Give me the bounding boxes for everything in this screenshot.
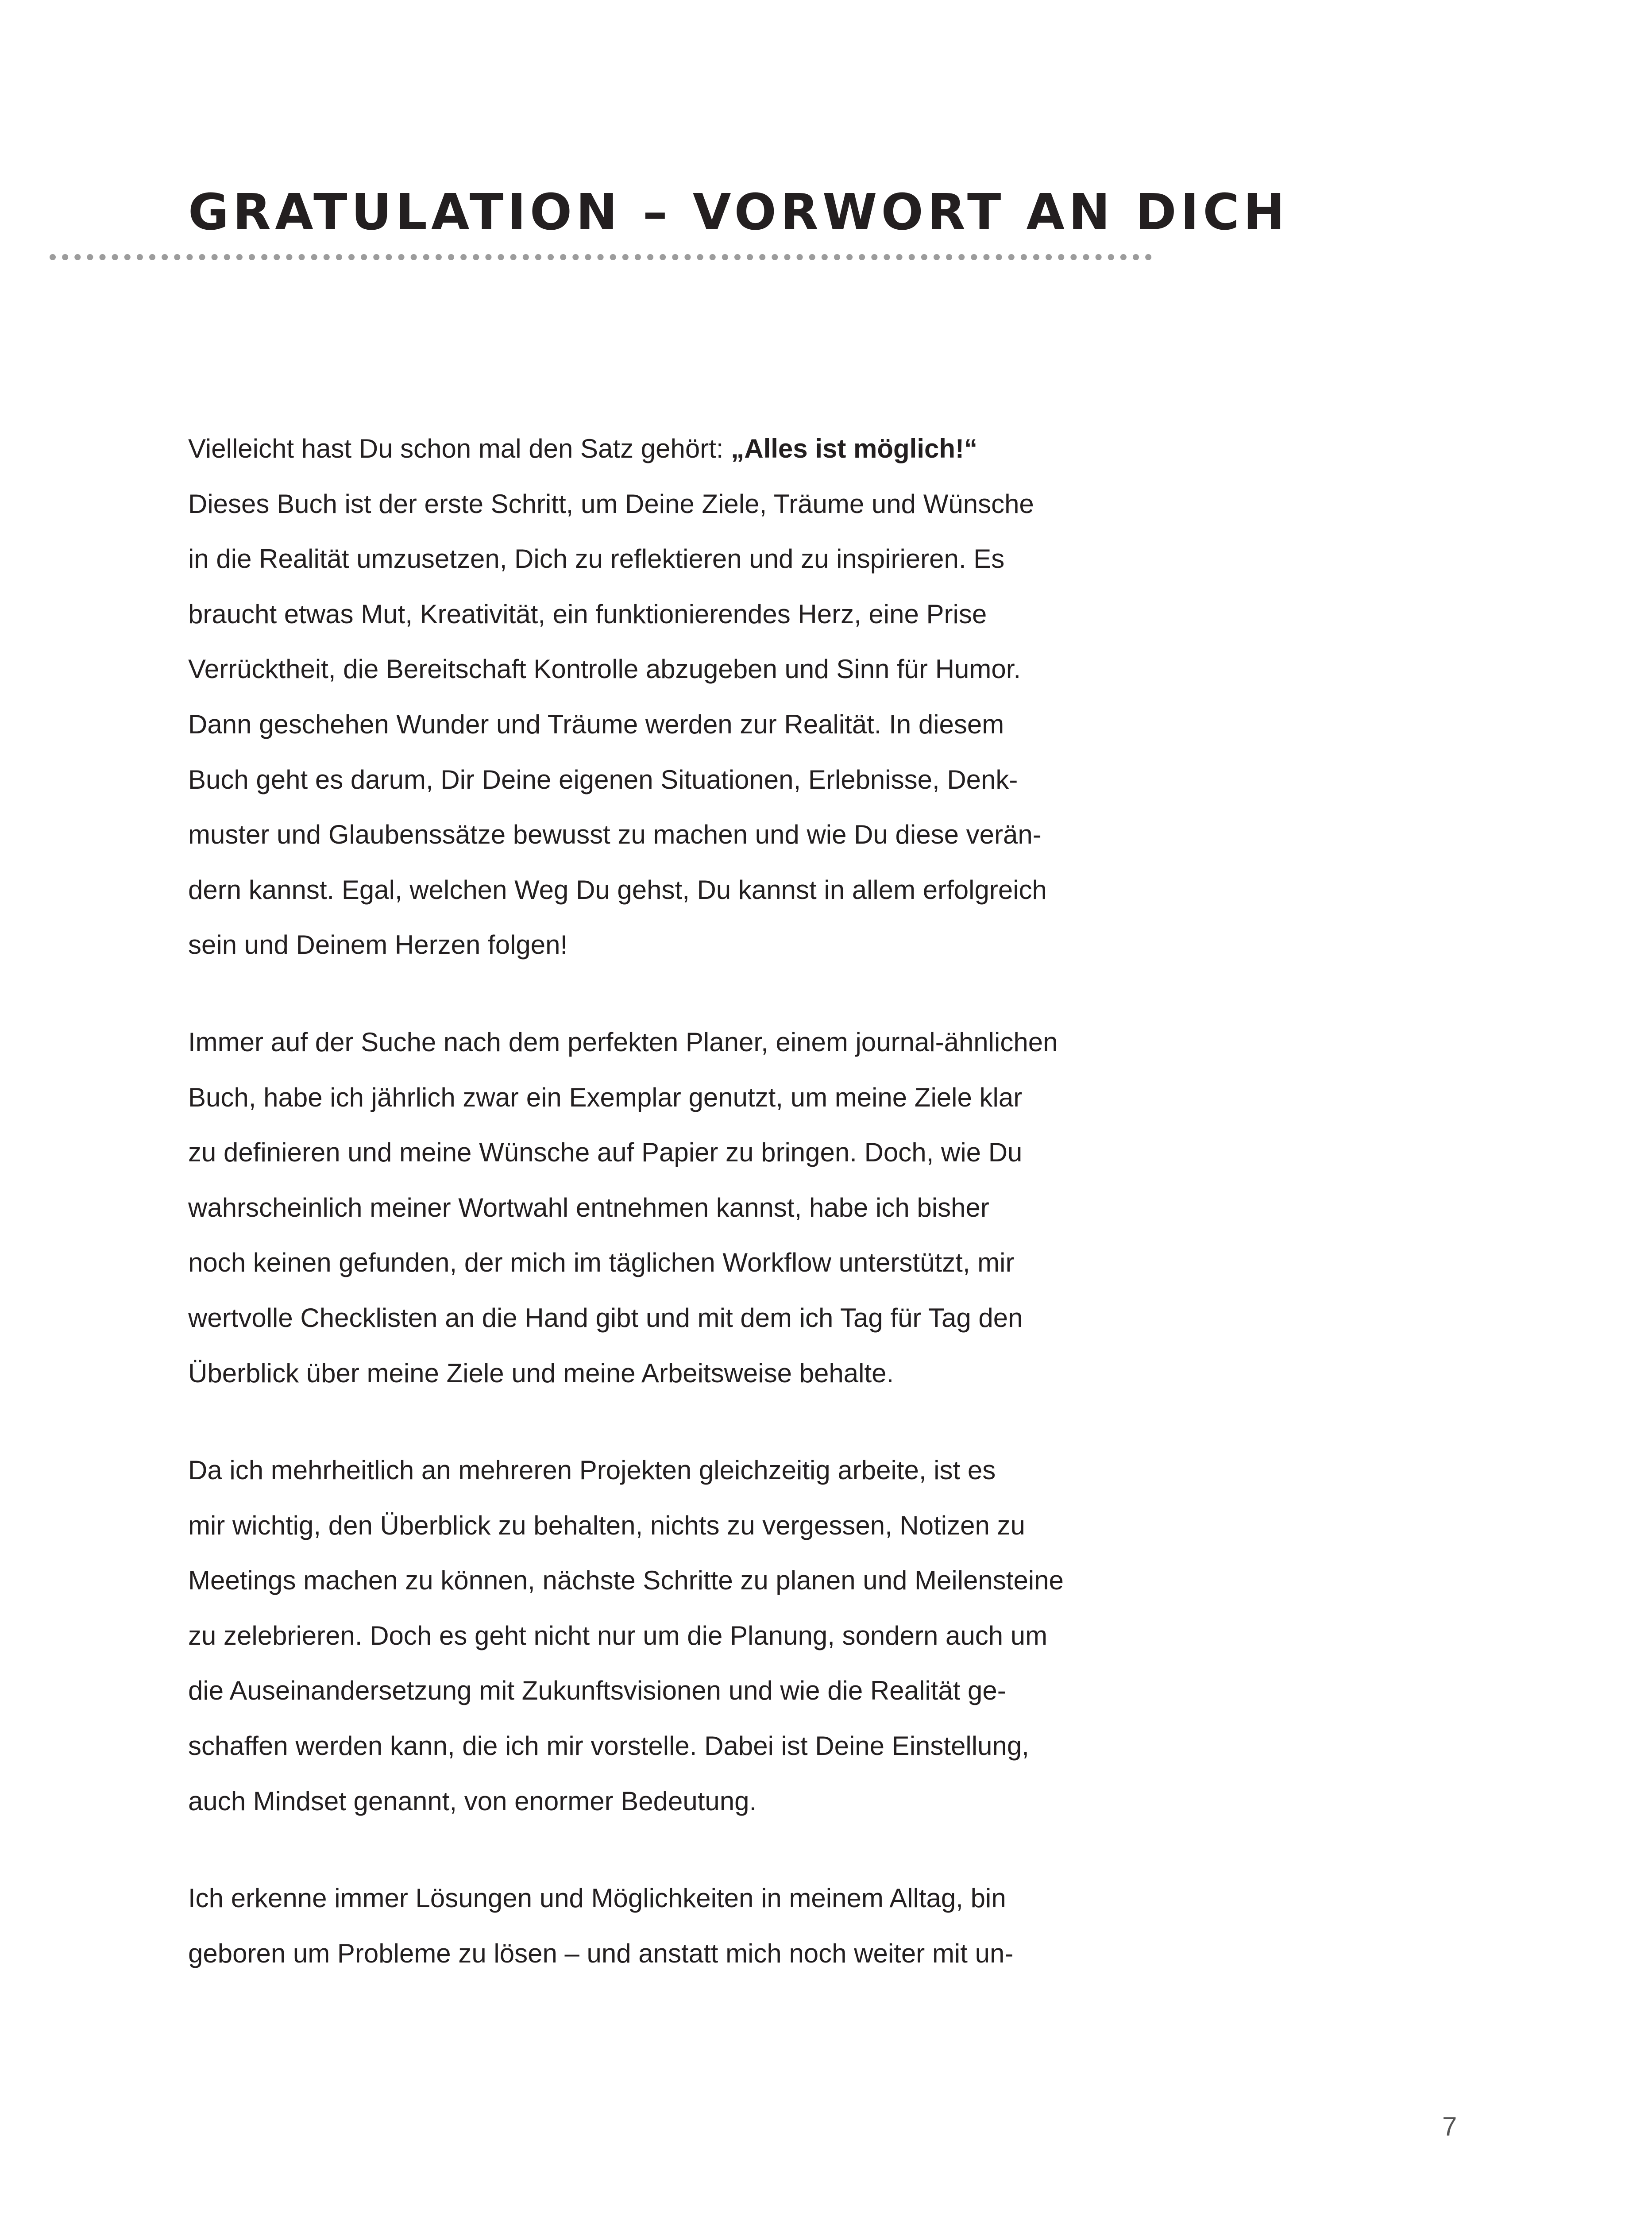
- text-line: Ich erkenne immer Lösungen und Möglichkeiten in meinem Alltag, bin: [188, 1883, 1006, 1913]
- paragraph: [188, 1443, 1516, 1829]
- text-line: schaffen werden kann, die ich mir vorstelle. Dabei ist Deine Einstellung,: [188, 1731, 1029, 1761]
- text-line: Buch geht es darum, Dir Deine eigenen Situationen, Erlebnisse, Denk-: [188, 764, 1018, 794]
- text-line: noch keinen gefunden, der mich im täglichen Workflow unterstützt, mir: [188, 1248, 1015, 1278]
- chapter-heading: GRATULATION – VORWORT AN DICH: [188, 184, 1289, 241]
- text-line: sein und Deinem Herzen folgen!: [188, 930, 568, 960]
- body-text: [188, 421, 1516, 2023]
- text-line: braucht etwas Mut, Kreativität, ein funktionierendes Herz, eine Prise: [188, 599, 987, 629]
- text-line: wahrscheinlich meiner Wortwahl entnehmen kannst, habe ich bisher: [188, 1192, 989, 1222]
- text-line: Dieses Buch ist der erste Schritt, um Deine Ziele, Träume und Wünsche: [188, 489, 1034, 519]
- text-line: Da ich mehrheitlich an mehreren Projekten gleichzeitig arbeite, ist es: [188, 1455, 996, 1485]
- text-line: in die Realität umzusetzen, Dich zu reflektieren und zu inspirieren. Es: [188, 544, 1005, 574]
- text-line: muster und Glaubenssätze bewusst zu machen und wie Du diese verän-: [188, 820, 1042, 850]
- text-line: zu definieren und meine Wünsche auf Papier zu bringen. Doch, wie Du: [188, 1137, 1023, 1168]
- text-line: Überblick über meine Ziele und meine Arbeitsweise behalte.: [188, 1358, 894, 1388]
- paragraph: [188, 421, 1516, 973]
- text-line: wertvolle Checklisten an die Hand gibt und mit dem ich Tag für Tag den: [188, 1303, 1023, 1333]
- paragraph: [188, 1871, 1516, 1981]
- text-run: Vielleicht hast Du schon mal den Satz gehört:: [188, 434, 731, 463]
- text-line: Meetings machen zu können, nächste Schritte zu planen und Meilensteine: [188, 1565, 1064, 1596]
- emphasized-quote: „Alles ist möglich!“: [731, 434, 978, 463]
- text-line: dern kannst. Egal, welchen Weg Du gehst, Du kannst in allem erfolgreich: [188, 875, 1047, 905]
- text-line: Buch, habe ich jährlich zwar ein Exemplar genutzt, um meine Ziele klar: [188, 1082, 1023, 1112]
- paragraph: [188, 1015, 1516, 1401]
- text-line: Immer auf der Suche nach dem perfekten Planer, einem journal-ähnlichen: [188, 1027, 1058, 1057]
- text-line: [188, 421, 1516, 477]
- text-line: auch Mindset genannt, von enormer Bedeutung.: [188, 1786, 757, 1816]
- text-line: zu zelebrieren. Doch es geht nicht nur um die Planung, sondern auch um: [188, 1620, 1048, 1650]
- page-number: 7: [1442, 2112, 1457, 2141]
- text-line: Dann geschehen Wunder und Träume werden zur Realität. In diesem: [188, 709, 1004, 739]
- dotted-divider: [50, 254, 1152, 260]
- text-line: die Auseinandersetzung mit Zukunftsvisionen und wie die Realität ge-: [188, 1676, 1006, 1706]
- text-line: Verrücktheit, die Bereitschaft Kontrolle abzugeben und Sinn für Humor.: [188, 654, 1021, 684]
- text-line: mir wichtig, den Überblick zu behalten, nichts zu vergessen, Notizen zu: [188, 1510, 1025, 1540]
- text-line: geboren um Probleme zu lösen – und anstatt mich noch weiter mit un-: [188, 1938, 1014, 1968]
